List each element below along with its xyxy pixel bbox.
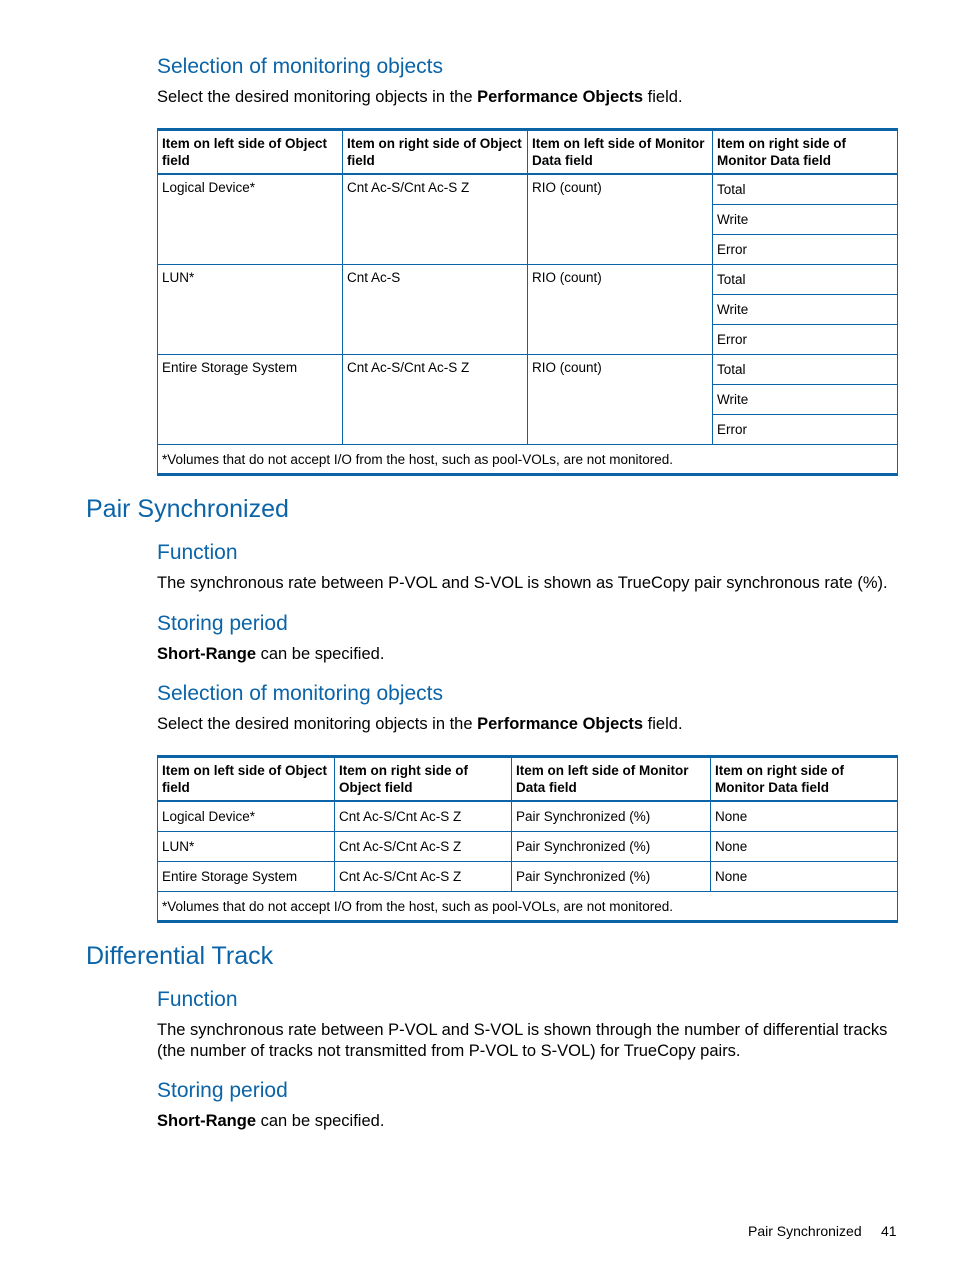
table-cell: Cnt Ac-S/Cnt Ac-S Z <box>343 174 528 264</box>
table-cell: RIO (count) <box>528 264 713 354</box>
table-footnote: *Volumes that do not accept I/O from the host, such as pool-VOLs, are not monitored. <box>158 891 898 921</box>
table-cell: Write <box>713 294 898 324</box>
table-cell: Cnt Ac-S/Cnt Ac-S Z <box>335 861 512 891</box>
table-cell: Error <box>713 414 898 444</box>
table-cell: Error <box>713 234 898 264</box>
table-cell: Entire Storage System <box>158 861 335 891</box>
chapter-title-differential-track: Differential Track <box>86 942 274 970</box>
table-header-row <box>158 757 898 802</box>
column-header: Item on right side of Monitor Data field <box>711 757 898 802</box>
storing-period-text: Short-Range can be specified. <box>157 645 385 663</box>
table-row <box>158 831 898 861</box>
table-footnote: *Volumes that do not accept I/O from the host, such as pool-VOLs, are not monitored. <box>158 444 898 474</box>
table-row <box>158 354 898 384</box>
monitoring-objects-table-2 <box>157 755 898 923</box>
function-text: The synchronous rate between P-VOL and S-VOL is shown as TrueCopy pair synchronous rate (%). <box>157 574 888 592</box>
function-heading: Function <box>157 988 238 1011</box>
column-header: Item on right side of Object field <box>335 757 512 802</box>
table-cell: Cnt Ac-S/Cnt Ac-S Z <box>343 354 528 444</box>
table-cell: Total <box>713 264 898 294</box>
table-cell: Pair Synchronized (%) <box>512 831 711 861</box>
section-heading: Selection of monitoring objects <box>157 55 443 78</box>
table-cell: Logical Device* <box>158 174 343 264</box>
column-header: Item on right side of Monitor Data field <box>713 130 898 175</box>
table-cell: Logical Device* <box>158 801 335 831</box>
section-intro: Select the desired monitoring objects in the Performance Objects field. <box>157 88 683 106</box>
selection-heading: Selection of monitoring objects <box>157 682 443 705</box>
table-row <box>158 174 898 204</box>
table-header-row <box>158 130 898 175</box>
table-cell: None <box>711 861 898 891</box>
storing-period-heading: Storing period <box>157 612 288 635</box>
column-header: Item on left side of Monitor Data field <box>528 130 713 175</box>
table-row <box>158 801 898 831</box>
page-number: 41 <box>881 1223 897 1239</box>
table-cell: Write <box>713 384 898 414</box>
column-header: Item on left side of Monitor Data field <box>512 757 711 802</box>
table-footnote-row <box>158 891 898 921</box>
table-row <box>158 861 898 891</box>
table-cell: None <box>711 831 898 861</box>
table-cell: None <box>711 801 898 831</box>
table-cell: Total <box>713 174 898 204</box>
function-heading: Function <box>157 541 238 564</box>
table-cell: RIO (count) <box>528 354 713 444</box>
table-cell: Write <box>713 204 898 234</box>
table-cell: Total <box>713 354 898 384</box>
chapter-title-pair-synchronized: Pair Synchronized <box>86 495 289 523</box>
column-header: Item on left side of Object field <box>158 130 343 175</box>
table-cell: LUN* <box>158 264 343 354</box>
column-header: Item on left side of Object field <box>158 757 335 802</box>
storing-period-heading: Storing period <box>157 1079 288 1102</box>
table-footnote-row <box>158 444 898 474</box>
table-cell: Pair Synchronized (%) <box>512 861 711 891</box>
storing-period-text: Short-Range can be specified. <box>157 1112 385 1130</box>
table-cell: RIO (count) <box>528 174 713 264</box>
running-footer-section: Pair Synchronized <box>748 1223 862 1239</box>
monitoring-objects-table-1 <box>157 128 898 476</box>
table-cell: LUN* <box>158 831 335 861</box>
table-cell: Cnt Ac-S <box>343 264 528 354</box>
selection-intro: Select the desired monitoring objects in the Performance Objects field. <box>157 715 683 733</box>
column-header: Item on right side of Object field <box>343 130 528 175</box>
table-cell: Cnt Ac-S/Cnt Ac-S Z <box>335 801 512 831</box>
table-cell: Entire Storage System <box>158 354 343 444</box>
table-cell: Error <box>713 324 898 354</box>
function-text: The synchronous rate between P-VOL and S-VOL is shown through the number of differential tracks (the number of tracks not transmitted from P-VOL to S-VOL) for TrueCopy pairs. <box>157 1021 888 1060</box>
table-cell: Pair Synchronized (%) <box>512 801 711 831</box>
table-cell: Cnt Ac-S/Cnt Ac-S Z <box>335 831 512 861</box>
table-row <box>158 264 898 294</box>
